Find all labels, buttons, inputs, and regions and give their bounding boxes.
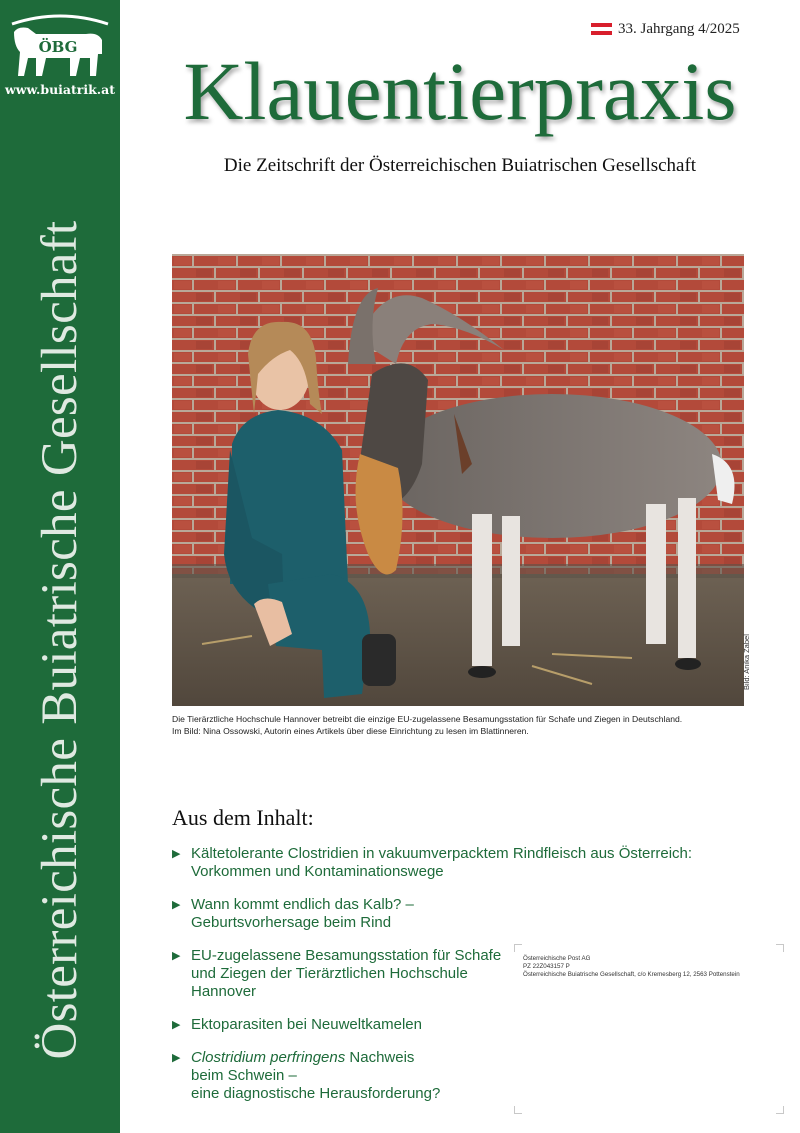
mailing-line: Österreichische Post AG	[523, 955, 591, 962]
contents-item-line: eine diagnostische Herausforderung?	[191, 1085, 441, 1102]
issue-info	[591, 19, 740, 39]
contents-item-line: Ektoparasiten bei Neuweltkamelen	[191, 1016, 422, 1033]
species-name: Clostridium perfringens	[191, 1049, 346, 1066]
crop-mark	[514, 1106, 522, 1114]
contents-item-line: beim Schwein –	[191, 1067, 297, 1084]
photo-credit: Bild: Anika Zabel	[742, 634, 751, 690]
mailing-address	[523, 955, 740, 979]
vertical-society-title: Österreichische Buiatrische Gesellschaft	[32, 220, 88, 1060]
triangle-bullet-icon: ▶	[172, 950, 181, 962]
contents-item-text: Nachweis	[345, 1049, 415, 1066]
contents-item-line: Kältetolerante Clostridien in vakuumverpacktem Rindfleisch aus Österreich:	[191, 845, 693, 862]
crop-mark	[776, 1106, 784, 1114]
contents-item-line: Hannover	[191, 983, 257, 1000]
website-link[interactable]: www.buiatrik.at	[4, 82, 116, 97]
mailing-line: Österreichische Buiatrische Gesellschaft, c/o Kremesberg 12, 2563 Pottenstein	[523, 971, 740, 978]
contents-item	[172, 845, 772, 881]
contents-item-line: und Ziegen der Tierärztlichen Hochschule	[191, 965, 468, 982]
mailing-label	[514, 944, 784, 1114]
triangle-bullet-icon: ▶	[172, 848, 181, 860]
contents-item-line: Wann kommt endlich das Kalb? –	[191, 896, 414, 913]
austria-flag-icon	[591, 23, 612, 36]
obg-logo	[6, 10, 114, 82]
crop-mark	[514, 944, 522, 952]
contents-item-line: EU-zugelassene Besamungsstation für Schafe	[191, 947, 502, 964]
triangle-bullet-icon: ▶	[172, 1052, 181, 1064]
mailing-line: PZ 22Z043157 P	[523, 963, 570, 970]
masthead-title: Klauentierpraxis	[183, 45, 737, 137]
issue-number: 33. Jahrgang 4/2025	[618, 20, 740, 37]
masthead-subtitle: Die Zeitschrift der Österreichischen Buiatrischen Gesellschaft	[223, 155, 697, 176]
photo-woman-with-goat	[172, 254, 744, 706]
contents-heading: Aus dem Inhalt:	[172, 805, 314, 830]
photo-caption	[172, 713, 752, 737]
contents-item-line: Geburtsvorhersage beim Rind	[191, 914, 392, 931]
caption-line: Die Tierärztliche Hochschule Hannover betreibt die einzige EU-zugelassene Besamungsstation für Schafe und Ziegen in Deutschland.	[172, 714, 683, 724]
contents-item-line: Vorkommen und Kontaminationswege	[191, 863, 444, 880]
cover-photo	[172, 254, 744, 706]
triangle-bullet-icon: ▶	[172, 1019, 181, 1031]
sidebar-band	[0, 0, 120, 1133]
logo-text: ÖBG	[38, 38, 78, 56]
contents-item	[172, 896, 772, 932]
caption-line: Im Bild: Nina Ossowski, Autorin eines Artikels über diese Einrichtung zu lesen im Blattinneren.	[172, 726, 529, 736]
crop-mark	[776, 944, 784, 952]
triangle-bullet-icon: ▶	[172, 899, 181, 911]
cow-logo-icon	[6, 10, 114, 82]
